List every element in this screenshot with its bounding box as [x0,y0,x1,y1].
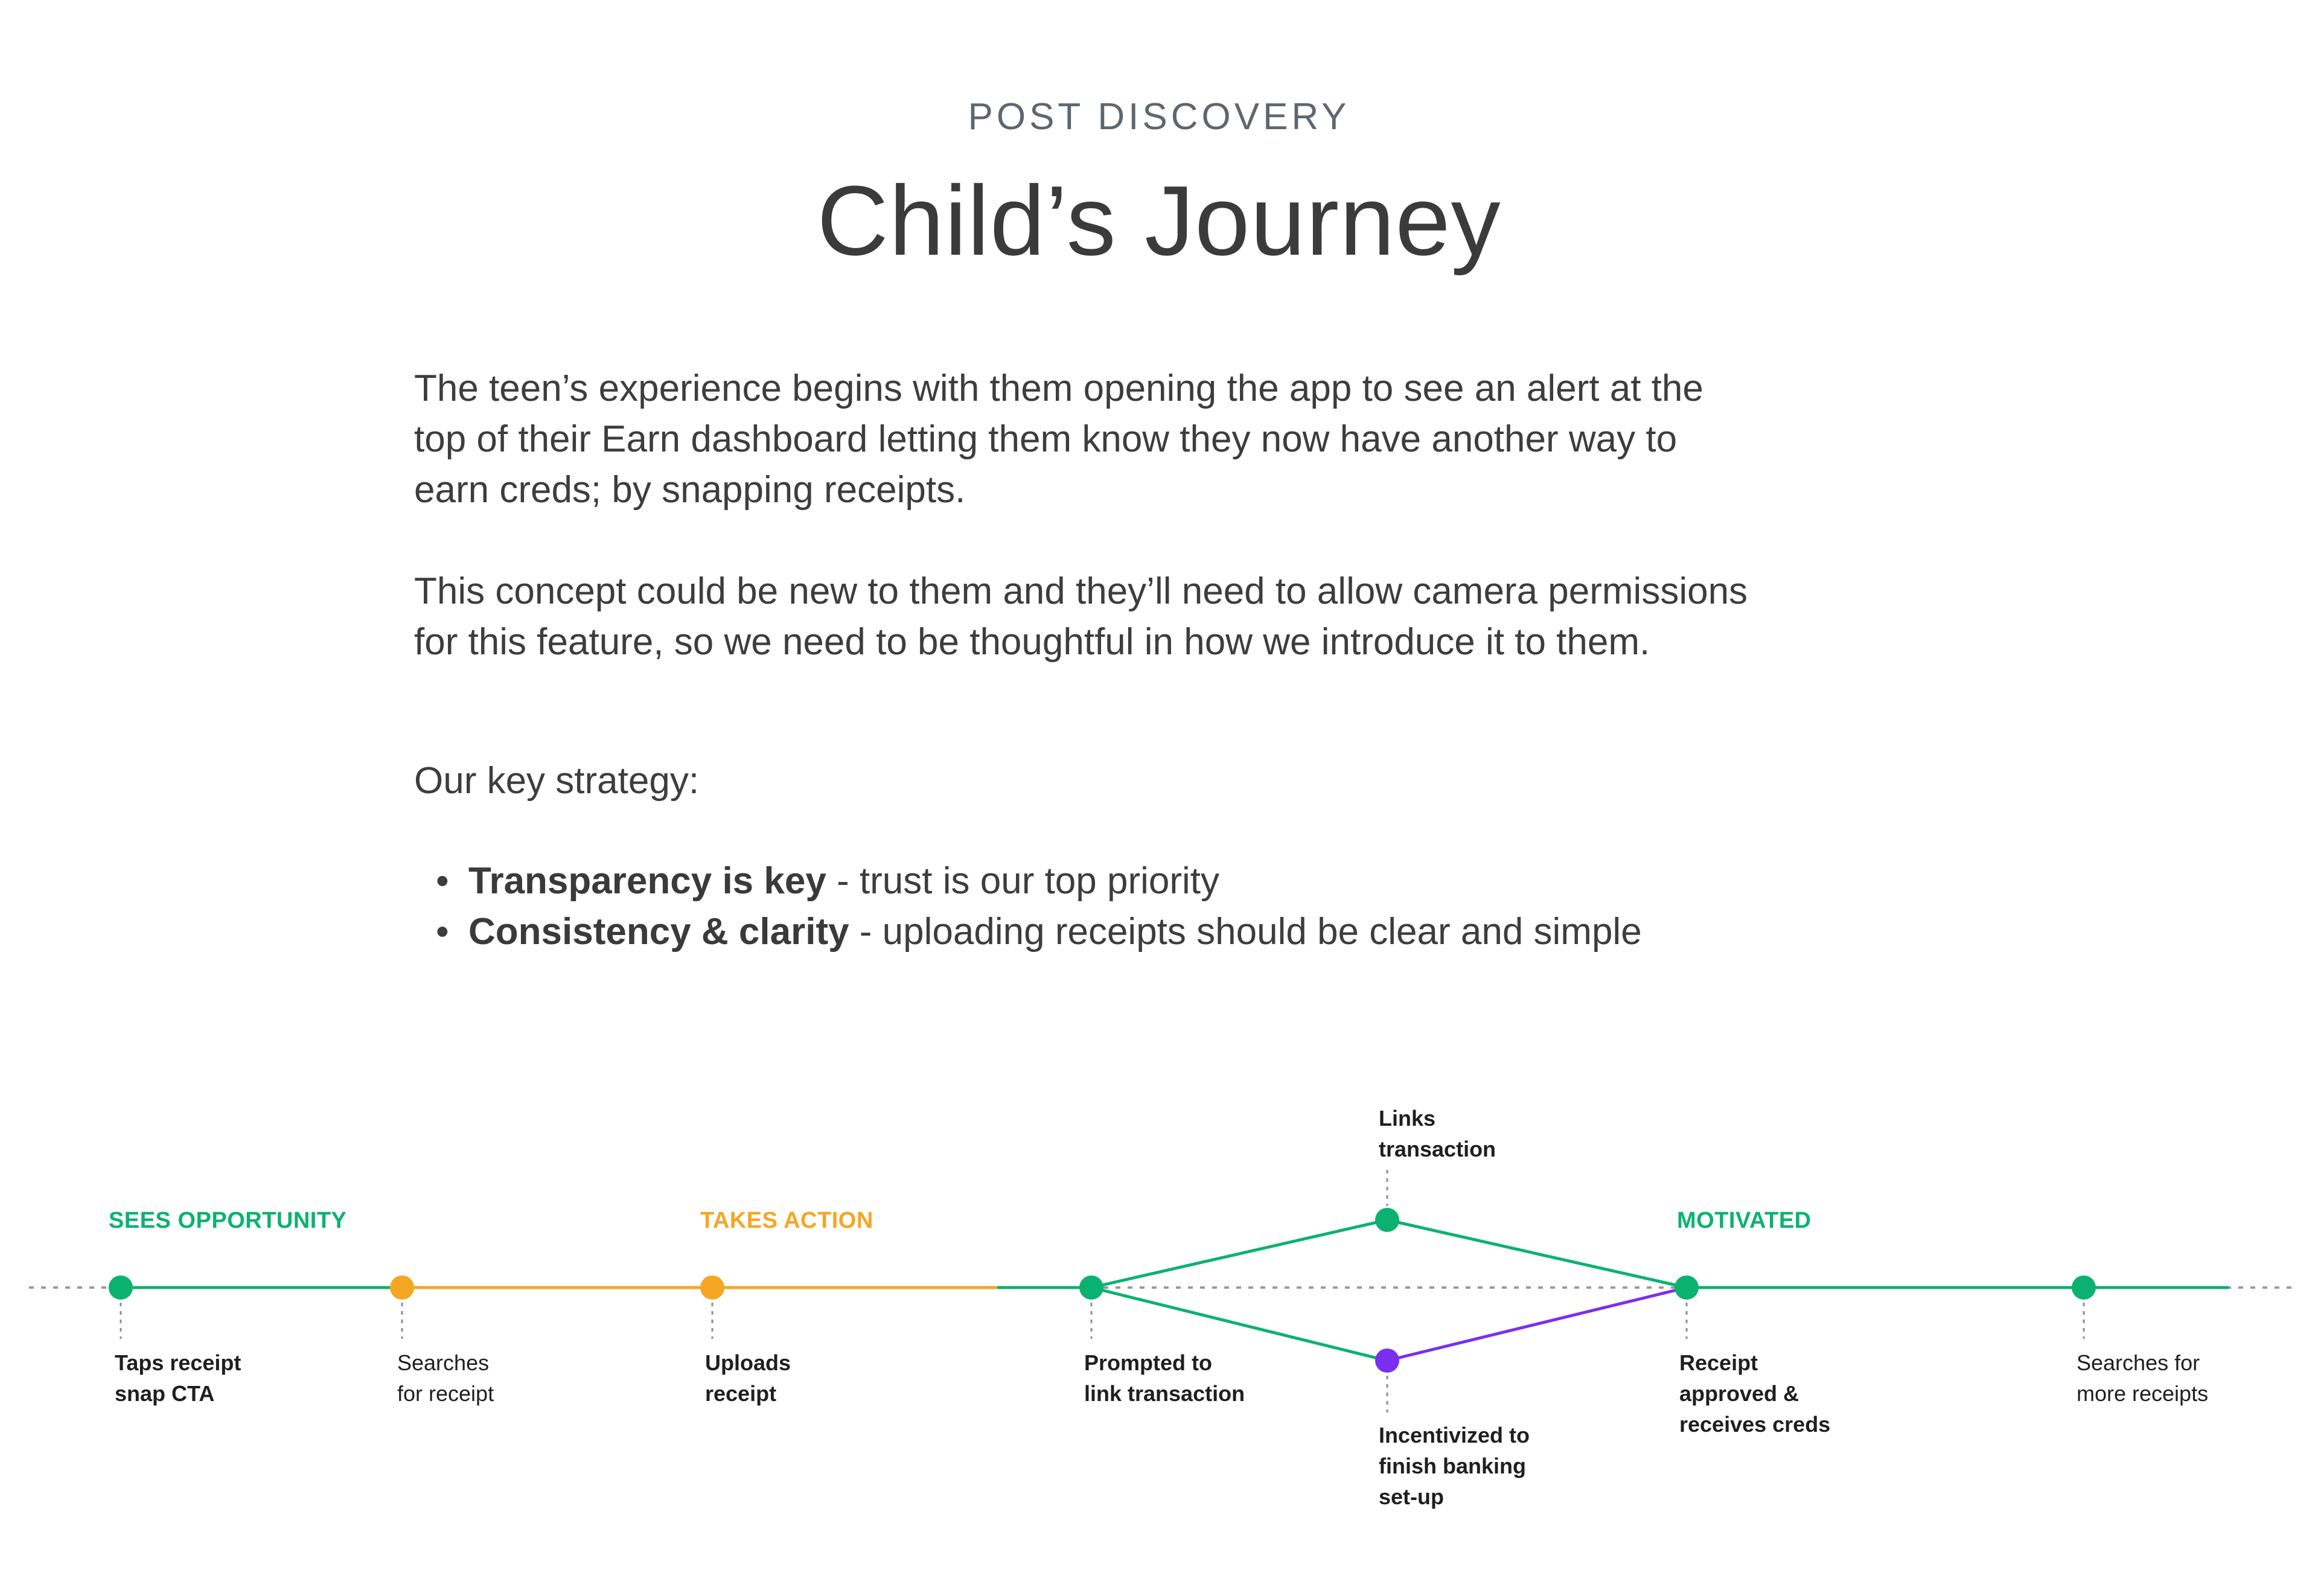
step-label-links-transaction [1379,1106,1496,1161]
path-branch-lower-b [1387,1288,1687,1361]
path-branch-upper-a [1091,1220,1387,1288]
step-label-line: snap CTA [115,1381,215,1406]
path-branch-lower-a [1091,1288,1387,1361]
step-label-prompted-to-link [1084,1350,1245,1406]
step-label-line: link transaction [1084,1381,1245,1406]
step-label-line: approved & [1679,1381,1799,1406]
step-label-line: set-up [1379,1484,1444,1509]
intro-paragraph-1 [414,363,1935,516]
journey-node [1079,1275,1103,1300]
journey-node [700,1275,724,1300]
step-label-incentivized [1379,1423,1536,1509]
journey-node [109,1275,133,1300]
step-label-line: more receipts [2077,1381,2209,1406]
step-label-line: for receipt [397,1381,494,1406]
strategy-heading: Our key strategy: [414,760,700,802]
strategy-list [414,856,1642,957]
stage-label-sees-opportunity: SEES OPPORTUNITY [109,1208,347,1233]
strategy-item-text: - uploading receipts should be clear and simple [849,911,1642,953]
intro-paragraph-2-line: This concept could be new to them and they’ll need to allow camera permissions [414,570,1748,612]
strategy-item [414,856,1642,907]
step-label-line: Searches [397,1350,490,1375]
stage-label-takes-action: TAKES ACTION [700,1208,873,1233]
step-label-searches-for-receipt [397,1350,495,1406]
strategy-item-text: - trust is our top priority [826,860,1220,902]
step-label-line: Links [1379,1106,1436,1131]
bullet-icon: • [436,860,449,902]
step-label-line: Searches for [2077,1350,2200,1375]
step-label-line: finish banking [1379,1454,1527,1478]
intro-paragraph-1-line: The teen’s experience begins with them opening the app to see an alert at the [414,368,1703,409]
strategy-item [414,907,1642,957]
step-label-receipt-approved [1679,1350,1830,1437]
intro-paragraph-2 [414,566,1935,668]
bullet-icon: • [436,911,449,953]
journey-map [0,1062,2318,1521]
step-label-line: transaction [1379,1137,1496,1161]
step-label-line: Incentivized to [1379,1423,1530,1448]
step-label-line: Uploads [705,1350,791,1375]
strategy-item-bold: Transparency is key [468,860,826,902]
strategy-item-bold: Consistency & clarity [468,911,849,953]
step-label-line: receipt [705,1381,777,1406]
stage-label-motivated: MOTIVATED [1677,1208,1812,1233]
step-label-line: Receipt [1679,1350,1758,1375]
step-label-line: Prompted to [1084,1350,1212,1375]
step-label-line: Taps receipt [115,1350,241,1375]
intro-paragraph-1-line: top of their Earn dashboard letting them know they now have another way to [414,418,1678,460]
step-label-uploads-receipt [705,1350,797,1406]
eyebrow-label: POST DISCOVERY [968,96,1350,138]
step-label-searches-more [2077,1350,2208,1406]
step-label-taps-receipt [115,1350,247,1406]
intro-paragraph-2-line: for this feature, so we need to be thoughtful in how we introduce it to them. [414,621,1650,663]
journey-node [1375,1208,1399,1232]
page-title: Child’s Journey [817,165,1501,276]
journey-node [2072,1275,2096,1300]
journey-node [390,1275,414,1300]
path-branch-upper-b [1387,1220,1687,1288]
journey-node [1675,1275,1699,1300]
intro-paragraph-1-line: earn creds; by snapping receipts. [414,469,966,511]
journey-node [1375,1349,1399,1373]
step-label-line: receives creds [1679,1412,1831,1437]
